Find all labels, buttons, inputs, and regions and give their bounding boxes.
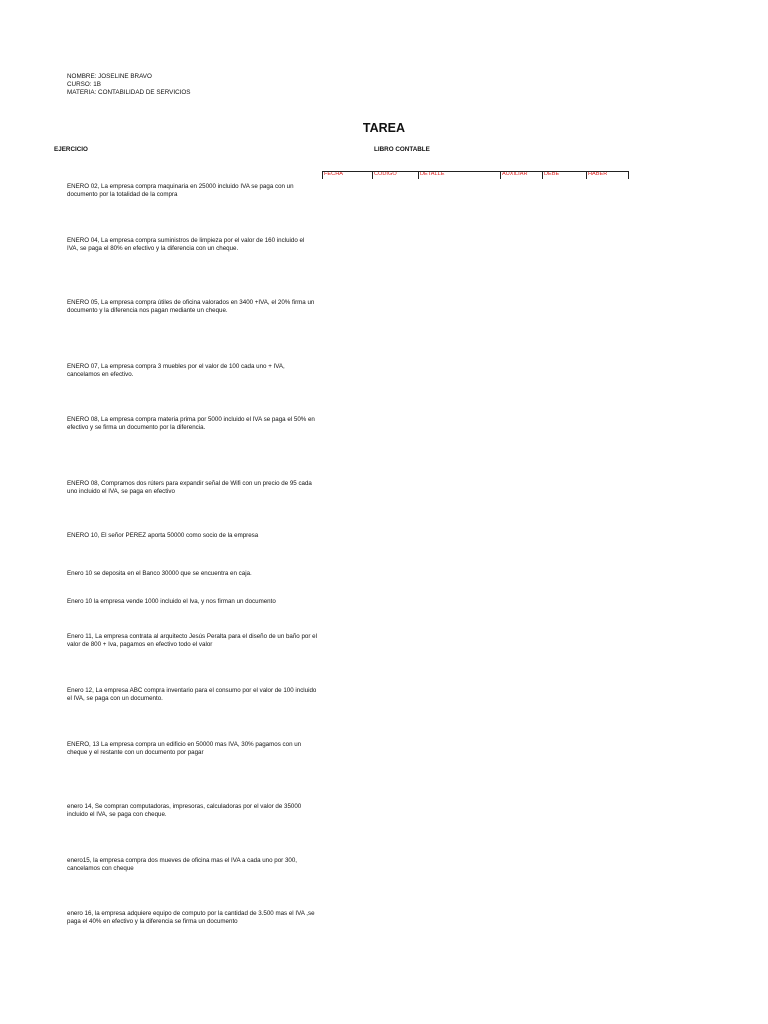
exercise-text: ENERO 10, El señor PEREZ aporta 50000 como socio de la empresa	[67, 532, 259, 539]
exercise-text: Enero 10 se deposita en el Banco 30000 que se encuentra en caja.	[67, 570, 252, 577]
ledger-column-line	[628, 171, 629, 179]
exercise-section-label: EJERCICIO	[54, 146, 88, 153]
exercise-text: Enero 11, La empresa contrata al arquitecto Jesús Peralta para el diseño de un baño por el valor de 800 + Iva, pagamos en efectivo todo el valor	[67, 633, 317, 648]
ledger-header-fecha: FECHA	[324, 171, 343, 177]
exercise-text: enero 14, Se compran computadoras, impresoras, calculadoras por el valor de 35000 incluido el IVA, se paga con cheque.	[67, 803, 302, 818]
exercise-text: enero 16, la empresa adquiere equipo de computo por la cantidad de 3.500 mas el IVA ,se paga el 40% en efectivo y la diferencia se firma un documento	[67, 910, 315, 925]
exercise-text: enero15, la empresa compra dos mueves de oficina mas el IVA a cada uno por 300, cancelamos con cheque	[67, 857, 297, 872]
student-name: NOMBRE: JOSELINE BRAVO	[67, 73, 152, 80]
exercise-text: Enero 10 la empresa vende 1000 incluido el Iva, y nos firman un documento	[67, 598, 276, 605]
ledger-column-line	[418, 171, 419, 179]
page-title: TAREA	[362, 121, 406, 135]
ledger-section-label: LIBRO CONTABLE	[374, 146, 430, 153]
course: CURSO: 1B	[67, 81, 101, 88]
ledger-top-border	[322, 171, 628, 172]
exercise-text: ENERO 07, La empresa compra 3 muebles por el valor de 100 cada uno + IVA, cancelamos en efectivo.	[67, 363, 285, 378]
ledger-header-codigo: CODIGO	[374, 171, 397, 177]
ledger-column-line	[542, 171, 543, 179]
exercise-text: ENERO 08, La empresa compra materia prima por 5000 incluido el IVA se paga el 50% en efectivo y se firma un documento por la diferencia.	[67, 416, 315, 431]
ledger-header-auxiliar: AUXILIAR	[502, 171, 528, 177]
exercise-text: ENERO 02, La empresa compra maquinaria en 25000 incluido IVA se paga con un documento por la totalidad de la compra	[67, 183, 294, 198]
exercise-text: ENERO 08, Compramos dos rúters para expandir señal de Wifi con un precio de 95 cada uno incluido el IVA, se paga en efectivo	[67, 480, 312, 495]
exercise-text: ENERO 05, La empresa compra útiles de oficina valorados en 3400 +IVA, el 20% firma un documento y la diferencia nos pagan mediante un cheque.	[67, 299, 315, 314]
ledger-column-line	[372, 171, 373, 179]
exercise-text: Enero 12, La empresa ABC compra inventario para el consumo por el valor de 100 incluido el IVA, se paga con un documento.	[67, 687, 317, 702]
ledger-column-line	[322, 171, 323, 179]
ledger-column-line	[500, 171, 501, 179]
exercise-text: ENERO, 13 La empresa compra un edificio en 50000 mas IVA, 30% pagamos con un cheque y el restante con un documento por pagar	[67, 741, 302, 756]
ledger-column-line	[586, 171, 587, 179]
ledger-header-debe: DEBE	[544, 171, 560, 177]
ledger-header-haber: HABER	[588, 171, 608, 177]
exercise-text: ENERO 04, La empresa compra suministros de limpieza por el valor de 160 incluido el IVA, se paga el 80% en efectivo y la diferencia con un cheque.	[67, 237, 305, 252]
ledger-header-detalle: DETALLE	[420, 171, 445, 177]
subject: MATERIA: CONTABILIDAD DE SERVICIOS	[67, 89, 191, 96]
